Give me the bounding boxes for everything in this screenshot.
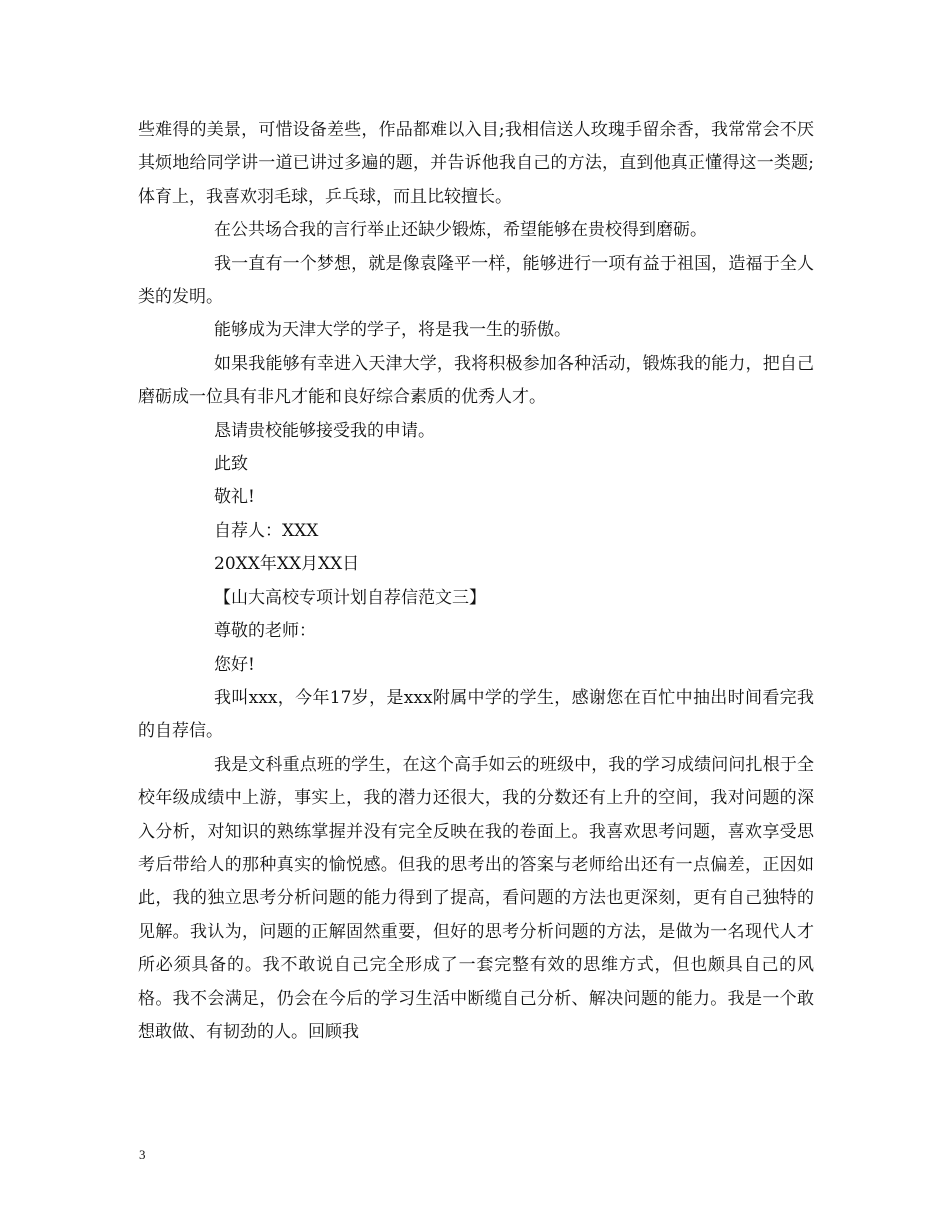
paragraph-introduction: 我叫xxx，今年17岁，是xxx附属中学的学生，感谢您在百忙中抽出时间看完我的自荐信。 [138,687,814,742]
greeting-hello: 您好! [214,654,255,675]
salutation-jingli: 敬礼! [214,487,255,508]
signature-line: 自荐人：XXX [214,520,319,541]
section-title: 【山大高校专项计划自荐信范文三】 [214,587,486,608]
page-number: 3 [139,1147,146,1162]
paragraph-academics: 我是文科重点班的学生，在这个高手如云的班级中，我的学习成绩问问扎根于全校年级成绩中上游，事实上，我的潜力还很大，我的分数还有上升的空间，我对问题的深入分析，对知识的熟练掌握并没有完全反映在我的卷面上。我喜欢思考问题，喜欢享受思考后带给人的那种真实的愉悦感。但我的思考出的答案与老师给出还有一点偏差，正因如此，我的独立思考分析问题的能力得到了提高，看问题的方法也更深刻，更有自己独特的见解。我认为，问题的正解固然重要，但好的思考分析问题的方法，是做为一名现代人才所必须具备的。我不敢说自己完全形成了一套完整有效的思维方式，但也颇具自己的风格。我不会满足，仍会在今后的学习生活中断缆自己分析、解决问题的能力。我是一个敢想敢做、有韧劲的人。回顾我 [138,754,814,1042]
paragraph-dream: 我一直有一个梦想，就是像袁隆平一样，能够进行一项有益于祖国，造福于全人类的发明。 [138,253,814,308]
paragraph-pride: 能够成为天津大学的学子，将是我一生的骄傲。 [214,320,571,341]
closing-request: 恳请贵校能够接受我的申请。 [214,420,435,441]
paragraph-plan: 如果我能够有幸进入天津大学，我将积极参加各种活动，锻炼我的能力，把自己磨砺成一位具有非凡才能和良好综合素质的优秀人才。 [138,353,814,408]
greeting-teacher: 尊敬的老师： [214,621,316,642]
paragraph-public-conduct: 在公共场合我的言行举止还缺少锻炼，希望能够在贵校得到磨砺。 [214,220,707,241]
paragraph-continuation: 些难得的美景，可惜设备差些，作品都难以入目;我相信送人玫瑰手留余香，我常常会不厌其烦地给同学讲一道已讲过多遍的题，并告诉他我自己的方法，直到他真正懂得这一类题;体育上，我喜欢羽毛球，乒乓球，而且比较擅长。 [138,120,814,207]
date-line: 20XX年XX月XX日 [214,554,360,575]
salutation-cizhi: 此致 [214,454,248,475]
document-body [138,114,814,1049]
